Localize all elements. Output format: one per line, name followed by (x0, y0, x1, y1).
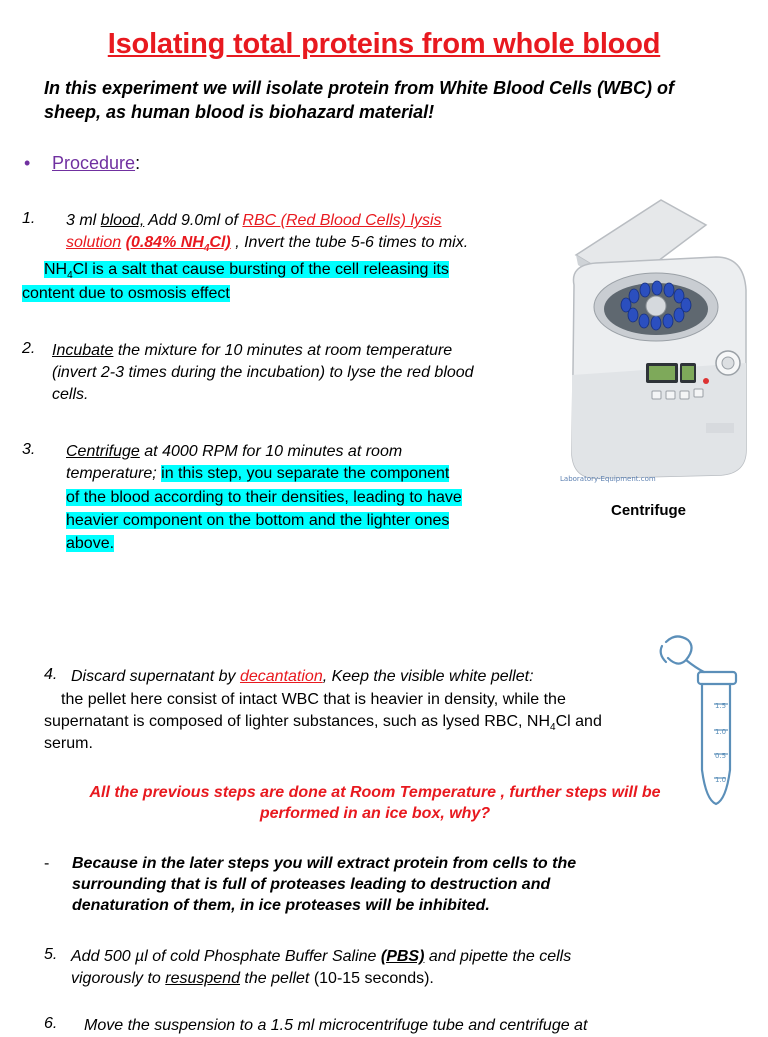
tube-mark-2: 1.0 (715, 728, 727, 736)
step-6-number: 6. (44, 1015, 58, 1032)
procedure-heading: Procedure: (52, 153, 141, 173)
step-2-number: 2. (22, 340, 36, 357)
step-5-number: 5. (44, 946, 58, 963)
step-3-highlight: of the blood according to their densities, leading to have heavier component on the bottom and the lighter ones above. (66, 489, 462, 552)
ice-explanation: Because in the later steps you will extract protein from cells to the surrounding that is full of proteases leading to destruction and denaturation of them, in ice proteases will be inhibited. (72, 855, 577, 914)
step-3-number: 3. (22, 441, 36, 458)
svg-text:Laboratory-Equipment.com: Laboratory-Equipment.com (560, 475, 656, 483)
step-1-text: 3 ml blood, Add 9.0ml of RBC (Red Blood Cells) lysis solution (0.84% $NH_4Cl$) , Invert the tube 5-6 times to mix. (66, 212, 469, 255)
tube-mark-4: 1.0 (715, 776, 727, 784)
centrifuge-image (556, 195, 756, 495)
step-4-explanation: the pellet here consist of intact WBC that is heavier in density, while the supernatant is composed of lighter substances, such as lysed RBC, $NH_4Cl$ and serum. (44, 691, 602, 752)
step-1-number: 1. (22, 210, 36, 227)
centrifuge-caption: Centrifuge (611, 502, 686, 519)
step-2-text: Incubate the mixture for 10 minutes at room temperature (invert 2-3 times during the incubation) to lyse the red blood cells. (52, 342, 474, 403)
dash-marker: - (44, 855, 50, 872)
room-temperature-note: All the previous steps are done at Room Temperature , further steps will be performed in an ice box, why? (89, 784, 661, 822)
page-title: Isolating total proteins from whole blood (107, 28, 661, 60)
step-5-text: Add 500 µl of cold Phosphate Buffer Saline (PBS) and pipette the cells vigorously to resuspend the pellet (10-15 seconds). (71, 948, 572, 987)
step-4-text: Discard supernatant by decantation, Keep the visible white pellet: (71, 668, 534, 685)
procedure-label: Procedure (52, 153, 136, 173)
step-3-text: Centrifuge at 4000 RPM for 10 minutes at room temperature; in this step, you separate the component (66, 443, 450, 482)
tube-mark-1: 1.5 (715, 702, 727, 710)
step-6-text: Move the suspension to a 1.5 ml microcentrifuge tube and centrifuge at (84, 1017, 588, 1034)
procedure-bullet: • (24, 153, 31, 173)
tube-mark-3: 0.5 (715, 752, 727, 760)
step-4-number: 4. (44, 666, 58, 683)
intro-text: In this experiment we will isolate protein from White Blood Cells (WBC) of sheep, as human blood is biohazard material! (44, 78, 675, 122)
step-1-highlight: $NH_4Cl$ is a salt that cause bursting of the cell releasing its content due to osmosis effect (22, 261, 449, 302)
